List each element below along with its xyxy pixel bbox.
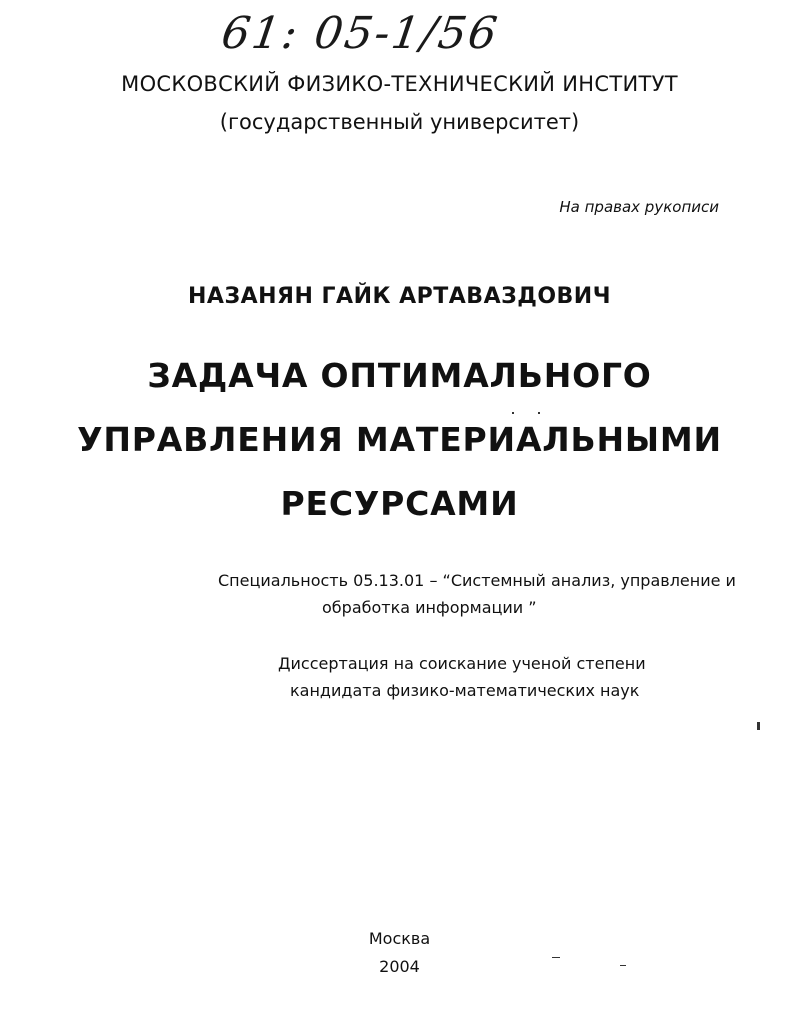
scan-speck	[620, 965, 626, 966]
year: 2004	[379, 957, 420, 976]
specialty-line-2: обработка информации ”	[322, 598, 537, 617]
thesis-title-line-2: УПРАВЛЕНИЯ МАТЕРИАЛЬНЫМИ	[77, 420, 722, 459]
scan-speck	[538, 412, 540, 414]
dissertation-line-1: Диссертация на соискание ученой степени	[278, 654, 646, 673]
dissertation-line-2: кандидата физико-математических наук	[290, 681, 640, 700]
city: Москва	[368, 929, 431, 948]
rights-note: На правах рукописи	[559, 198, 719, 216]
author-name: НАЗАНЯН ГАЙК АРТАВАЗДОВИЧ	[188, 284, 611, 309]
thesis-title-line-3: РЕСУРСАМИ	[280, 484, 519, 523]
scan-speck	[512, 412, 514, 414]
scan-speck	[757, 722, 760, 730]
handwritten-archive-code: 61: 05-1/56	[218, 8, 503, 59]
specialty-line-1: Специальность 05.13.01 – “Системный анализ, управление и	[218, 571, 736, 590]
scan-speck	[552, 957, 560, 958]
institute-name: МОСКОВСКИЙ ФИЗИКО-ТЕХНИЧЕСКИЙ ИНСТИТУТ	[121, 72, 678, 96]
thesis-title-line-1: ЗАДАЧА ОПТИМАЛЬНОГО	[147, 356, 652, 395]
institute-status: (государственный университет)	[219, 110, 580, 134]
